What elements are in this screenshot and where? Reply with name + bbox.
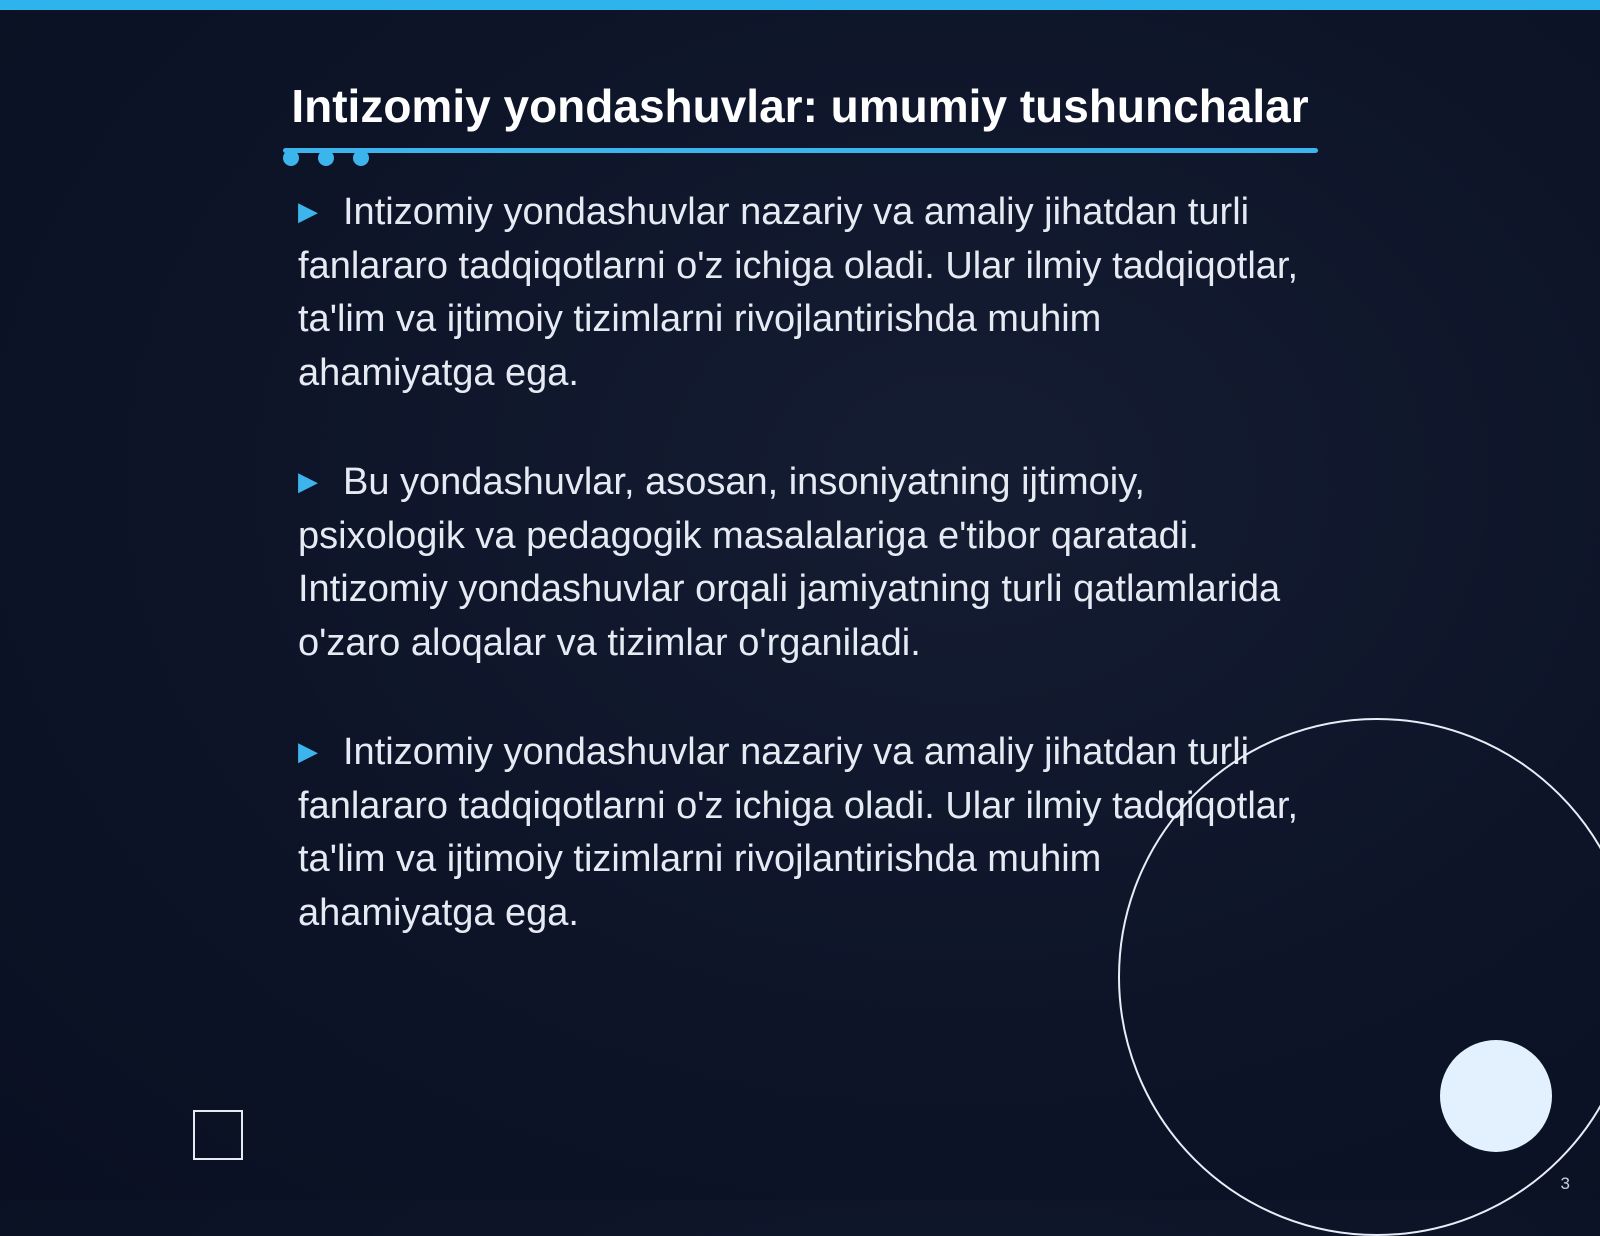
page-number: 3 <box>1560 1174 1570 1193</box>
bullet-text: Intizomiy yondashuvlar nazariy va amaliy jihatdan turli fanlararo tadqiqotlarni o'z ichiga oladi. Ular ilmiy tadqiqotlar, ta'lim va ijtimoiy tizimlarni rivojlantirishda muhim ahamiyatga ega. <box>298 731 1299 934</box>
slide-title: Intizomiy yondashuvlar: umumiy tushunchalar <box>291 80 1309 132</box>
bullet-item <box>298 185 1298 400</box>
bullet-item <box>298 455 1298 670</box>
bullet-list <box>298 185 1298 995</box>
bullet-arrow-icon: ▶ <box>298 466 318 496</box>
top-accent-bar <box>0 0 1600 10</box>
decorative-dot <box>318 150 334 166</box>
decorative-filled-circle <box>1440 1040 1552 1152</box>
title-underline <box>283 148 1318 153</box>
bullet-arrow-icon: ▶ <box>298 736 318 766</box>
decorative-dot <box>353 150 369 166</box>
bullet-text: Intizomiy yondashuvlar nazariy va amaliy jihatdan turli fanlararo tadqiqotlarni o'z ichiga oladi. Ular ilmiy tadqiqotlar, ta'lim va ijtimoiy tizimlarni rivojlantirishda muhim ahamiyatga ega. <box>298 191 1299 394</box>
bullet-text: Bu yondashuvlar, asosan, insoniyatning ijtimoiy, psixologik va pedagogik masalalariga e'tibor qaratadi. Intizomiy yondashuvlar orqali jamiyatning turli qatlamlarida o'zaro aloqalar va tizimlar o'rganiladi. <box>298 461 1281 664</box>
bullet-arrow-icon: ▶ <box>298 196 318 226</box>
decorative-square-outline <box>193 1110 243 1160</box>
decorative-dot <box>283 150 299 166</box>
bullet-item <box>298 725 1298 940</box>
